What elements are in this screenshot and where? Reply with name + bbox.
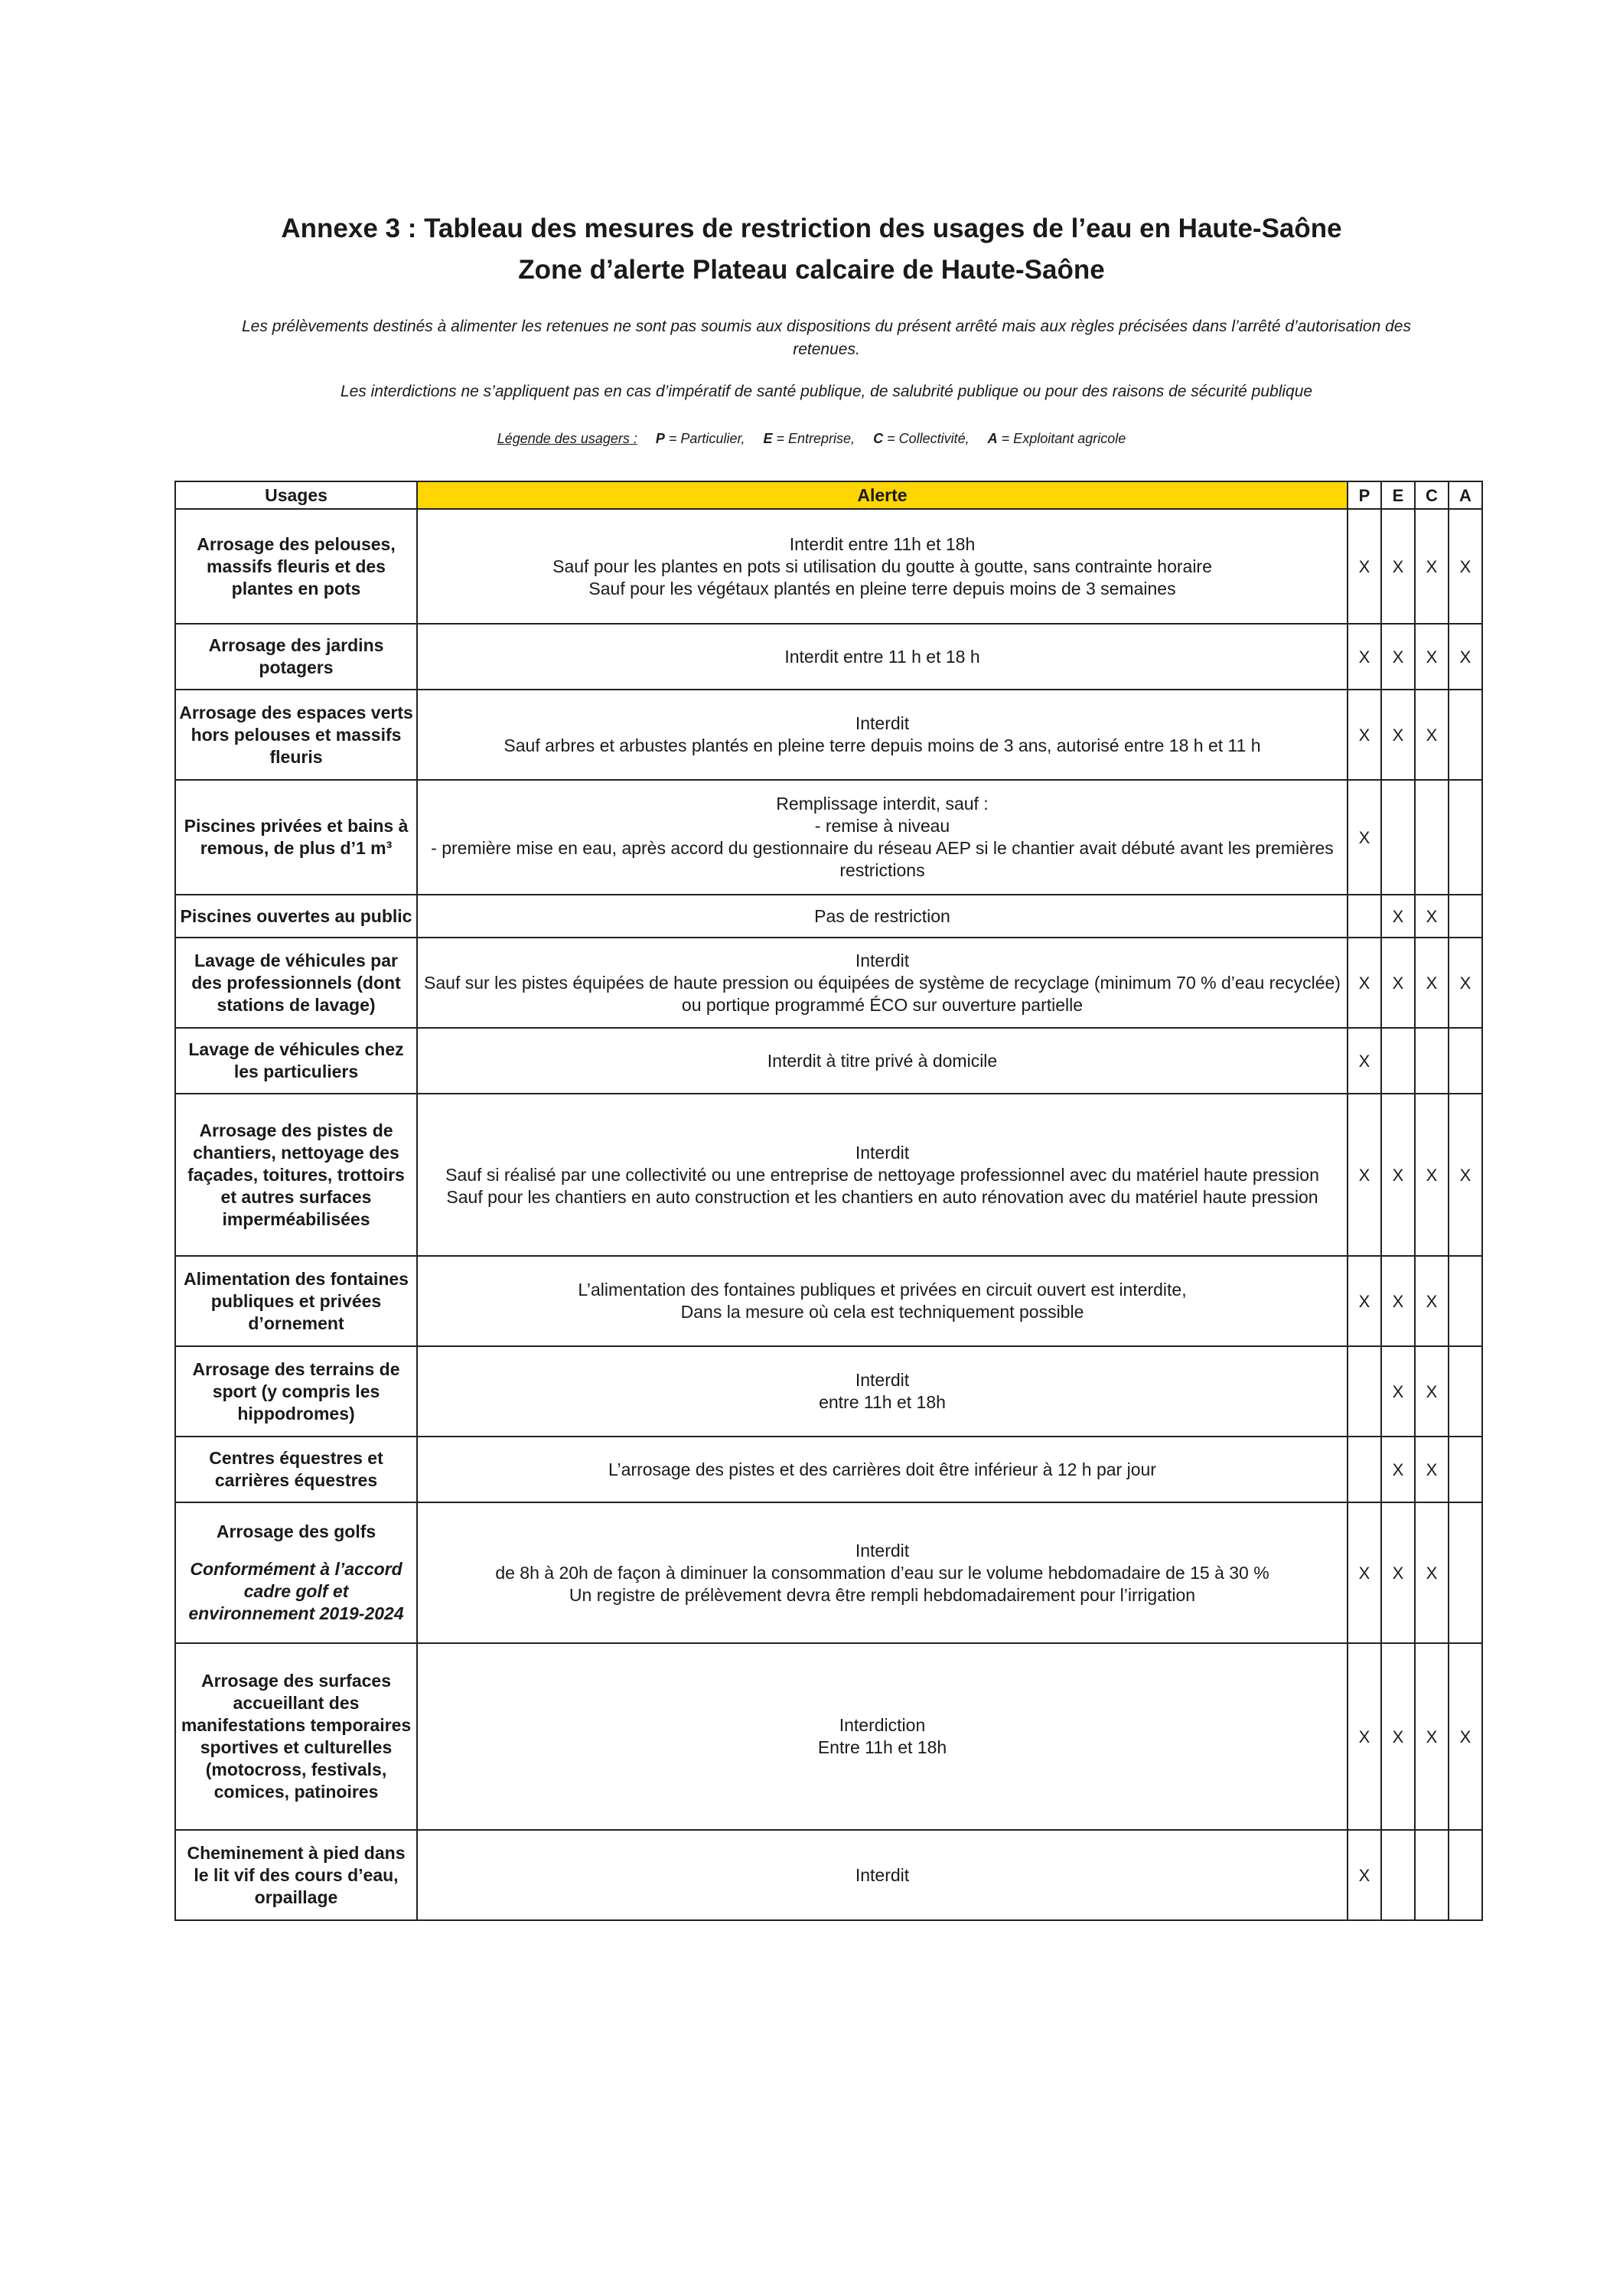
header-e: E [1381, 481, 1415, 509]
mark-c: X [1415, 1094, 1449, 1256]
alerte-line: Un registre de prélèvement devra être rempli hebdomadairement pour l’irrigation [569, 1584, 1196, 1605]
usage-cell [175, 1502, 417, 1643]
mark-c: X [1415, 624, 1449, 690]
table-row [175, 690, 1482, 780]
mark-c: X [1415, 1502, 1449, 1643]
mark-e: X [1381, 624, 1415, 690]
header-c: C [1415, 481, 1449, 509]
mark-p: X [1348, 780, 1381, 895]
usage-cell [175, 1028, 417, 1094]
table-row [175, 780, 1482, 895]
alerte-line: Interdiction [839, 1715, 926, 1735]
header-a: A [1449, 481, 1482, 509]
mark-c [1415, 1028, 1449, 1094]
mark-c: X [1415, 1256, 1449, 1346]
note-interdictions: Les interdictions ne s’appliquent pas en cas d’impératif de santé publique, de salubrité publique ou pour des raisons de sécurité publique [340, 383, 1313, 400]
alerte-line: Sauf pour les chantiers en auto construction et les chantiers en auto rénovation avec du matériel haute pression [446, 1186, 1318, 1207]
alerte-cell [417, 1643, 1348, 1830]
alerte-line: Interdit à titre privé à domicile [767, 1050, 998, 1071]
header-alerte: Alerte [417, 481, 1348, 509]
alerte-line: Interdit [855, 1540, 910, 1561]
alerte-line: Interdit [855, 1142, 910, 1163]
header-p: P [1348, 481, 1381, 509]
alerte-cell [417, 1437, 1348, 1502]
usage-label: Arrosage des espaces verts hors pelouses et massifs fleuris [179, 702, 413, 767]
usage-label: Arrosage des terrains de sport (y compris les hippodromes) [192, 1358, 400, 1424]
mark-c: X [1415, 690, 1449, 780]
mark-c [1415, 1830, 1449, 1920]
alerte-line: Interdit [855, 1864, 910, 1885]
alerte-line: Remplissage interdit, sauf : [776, 794, 989, 814]
legend-label: Légende des usagers : [497, 431, 637, 446]
mark-a [1449, 1346, 1482, 1437]
restriction-table [174, 481, 1483, 1921]
mark-p: X [1348, 509, 1381, 624]
usage-cell [175, 1094, 417, 1256]
alerte-cell [417, 1830, 1348, 1920]
mark-e [1381, 1830, 1415, 1920]
table-row [175, 624, 1482, 690]
note-retenues: Les prélèvements destinés à alimenter les retenues ne sont pas soumis aux dispositions du présent arrêté mais aux règles précisées dans l’arrêté d’autorisation des retenues. [242, 318, 1411, 358]
usage-label: Arrosage des golfs [216, 1521, 376, 1541]
mark-p: X [1348, 690, 1381, 780]
mark-e: X [1381, 1437, 1415, 1502]
usage-note: Conformément à l’accord cadre golf et environnement 2019-2024 [188, 1559, 404, 1623]
usage-cell [175, 690, 417, 780]
usage-label: Piscines privées et bains à remous, de plus d’1 m³ [184, 816, 409, 858]
table-row [175, 1256, 1482, 1346]
mark-e: X [1381, 1643, 1415, 1830]
mark-p: X [1348, 1256, 1381, 1346]
mark-p: X [1348, 624, 1381, 690]
alerte-line: Interdit [855, 950, 910, 970]
mark-p: X [1348, 1502, 1381, 1643]
mark-c: X [1415, 1643, 1449, 1830]
table-header-row [175, 481, 1482, 509]
header-usages: Usages [175, 481, 417, 509]
table-row [175, 1643, 1482, 1830]
alerte-cell [417, 895, 1348, 938]
title-line-2: Zone d’alerte Plateau calcaire de Haute-Saône [518, 255, 1105, 285]
alerte-line: Interdit [855, 713, 910, 733]
mark-p: X [1348, 1094, 1381, 1256]
mark-e [1381, 1028, 1415, 1094]
table-row [175, 938, 1482, 1028]
alerte-line: Sauf si réalisé par une collectivité ou une entreprise de nettoyage professionnel avec du matériel haute pression [445, 1164, 1319, 1185]
alerte-cell [417, 1256, 1348, 1346]
mark-a [1449, 1502, 1482, 1643]
usage-label: Arrosage des pelouses, massifs fleuris et des plantes en pots [197, 533, 396, 598]
mark-a [1449, 690, 1482, 780]
alerte-line: Interdit entre 11h et 18h [789, 533, 976, 554]
alerte-cell [417, 509, 1348, 624]
page-title [0, 208, 1623, 291]
usage-label: Arrosage des jardins potagers [208, 635, 384, 677]
table-row [175, 1830, 1482, 1920]
mark-a: X [1449, 1094, 1482, 1256]
mark-c: X [1415, 1437, 1449, 1502]
legend-text-e: = Entreprise, [772, 431, 855, 446]
alerte-cell [417, 780, 1348, 895]
mark-c: X [1415, 509, 1449, 624]
legend-text-c: = Collectivité, [883, 431, 970, 446]
table-row [175, 1502, 1482, 1643]
mark-p: X [1348, 938, 1381, 1028]
legend-key-c: C [873, 431, 884, 446]
mark-p [1348, 1437, 1381, 1502]
table-row [175, 1028, 1482, 1094]
mark-c: X [1415, 895, 1449, 938]
mark-a [1449, 895, 1482, 938]
alerte-cell [417, 938, 1348, 1028]
usage-label: Arrosage des surfaces accueillant des manifestations temporaires sportives et culturelles (motocross, festivals, comices, patinoires [181, 1671, 412, 1802]
usage-label: Centres équestres et carrières équestres [209, 1448, 383, 1490]
title-line-1: Annexe 3 : Tableau des mesures de restriction des usages de l’eau en Haute-Saône [281, 214, 1342, 243]
alerte-line: Sauf pour les plantes en pots si utilisation du goutte à goutte, sans contrainte horaire [552, 556, 1212, 576]
legend-key-e: E [763, 431, 773, 446]
alerte-line: L’arrosage des pistes et des carrières doit être inférieur à 12 h par jour [608, 1459, 1156, 1479]
mark-e: X [1381, 1346, 1415, 1437]
alerte-line: - première mise en eau, après accord du gestionnaire du réseau AEP si le chantier avait débuté avant les premières restrictions [431, 838, 1334, 880]
alerte-cell [417, 1346, 1348, 1437]
usage-cell [175, 624, 417, 690]
mark-p [1348, 895, 1381, 938]
mark-p [1348, 1346, 1381, 1437]
alerte-line: Dans la mesure où cela est techniquement possible [680, 1302, 1084, 1322]
legend-key-a: A [987, 431, 998, 446]
mark-p: X [1348, 1028, 1381, 1094]
mark-c: X [1415, 938, 1449, 1028]
legend-key-p: P [655, 431, 665, 446]
alerte-line: Sauf sur les pistes équipées de haute pression ou équipées de système de recyclage (minimum 70 % d’eau recyclée) ou portique programmé ÉCO sur ouverture partielle [424, 972, 1341, 1015]
mark-a [1449, 1256, 1482, 1346]
alerte-line: de 8h à 20h de façon à diminuer la consommation d’eau sur le volume hebdomadaire de 15 à 30 % [495, 1562, 1269, 1583]
usage-cell [175, 780, 417, 895]
usage-label: Alimentation des fontaines publiques et privées d’ornement [184, 1268, 409, 1333]
table-row [175, 509, 1482, 624]
mark-e [1381, 780, 1415, 895]
mark-a [1449, 1028, 1482, 1094]
mark-a: X [1449, 1643, 1482, 1830]
alerte-line: Interdit entre 11 h et 18 h [784, 646, 980, 667]
usage-cell [175, 1346, 417, 1437]
mark-e: X [1381, 938, 1415, 1028]
usage-label: Piscines ouvertes au public [180, 905, 412, 926]
mark-e: X [1381, 895, 1415, 938]
alerte-line: Interdit [855, 1370, 910, 1390]
mark-a: X [1449, 938, 1482, 1028]
alerte-line: Sauf pour les végétaux plantés en pleine terre depuis moins de 3 semaines [588, 578, 1176, 598]
mark-e: X [1381, 690, 1415, 780]
usage-label: Arrosage des pistes de chantiers, nettoyage des façades, toitures, trottoirs et autres surfaces imperméabilisées [187, 1120, 405, 1229]
usage-label: Cheminement à pied dans le lit vif des cours d’eau, orpaillage [187, 1842, 406, 1907]
alerte-line: - remise à niveau [814, 816, 950, 836]
mark-a: X [1449, 624, 1482, 690]
legend-text-a: = Exploitant agricole [997, 431, 1126, 446]
mark-e: X [1381, 1502, 1415, 1643]
mark-e: X [1381, 1094, 1415, 1256]
table-row [175, 1437, 1482, 1502]
alerte-cell [417, 624, 1348, 690]
mark-c: X [1415, 1346, 1449, 1437]
usage-cell [175, 938, 417, 1028]
usage-cell [175, 895, 417, 938]
mark-a: X [1449, 509, 1482, 624]
usage-cell [175, 1830, 417, 1920]
usage-cell [175, 509, 417, 624]
alerte-line: Pas de restriction [814, 905, 950, 926]
usage-cell [175, 1643, 417, 1830]
alerte-line: L’alimentation des fontaines publiques et privées en circuit ouvert est interdite, [578, 1280, 1187, 1300]
mark-a [1449, 1437, 1482, 1502]
table-row [175, 1346, 1482, 1437]
alerte-cell [417, 1094, 1348, 1256]
usage-label: Lavage de véhicules par des professionnels (dont stations de lavage) [191, 950, 401, 1015]
mark-p: X [1348, 1643, 1381, 1830]
legend-text-p: = Particulier, [664, 431, 745, 446]
alerte-line: Entre 11h et 18h [817, 1737, 947, 1757]
alerte-line: Sauf arbres et arbustes plantés en pleine terre depuis moins de 3 ans, autorisé entre 18 h et 11 h [504, 735, 1261, 755]
usage-label: Lavage de véhicules chez les particuliers [188, 1039, 404, 1081]
usage-cell [175, 1256, 417, 1346]
alerte-cell [417, 1502, 1348, 1643]
usage-cell [175, 1437, 417, 1502]
alerte-line: entre 11h et 18h [819, 1392, 946, 1412]
alerte-cell [417, 690, 1348, 780]
table-row [175, 1094, 1482, 1256]
legend [0, 431, 1623, 447]
mark-a [1449, 1830, 1482, 1920]
mark-a [1449, 780, 1482, 895]
mark-p: X [1348, 1830, 1381, 1920]
mark-e: X [1381, 509, 1415, 624]
alerte-cell [417, 1028, 1348, 1094]
table-row [175, 895, 1482, 938]
mark-e: X [1381, 1256, 1415, 1346]
mark-c [1415, 780, 1449, 895]
